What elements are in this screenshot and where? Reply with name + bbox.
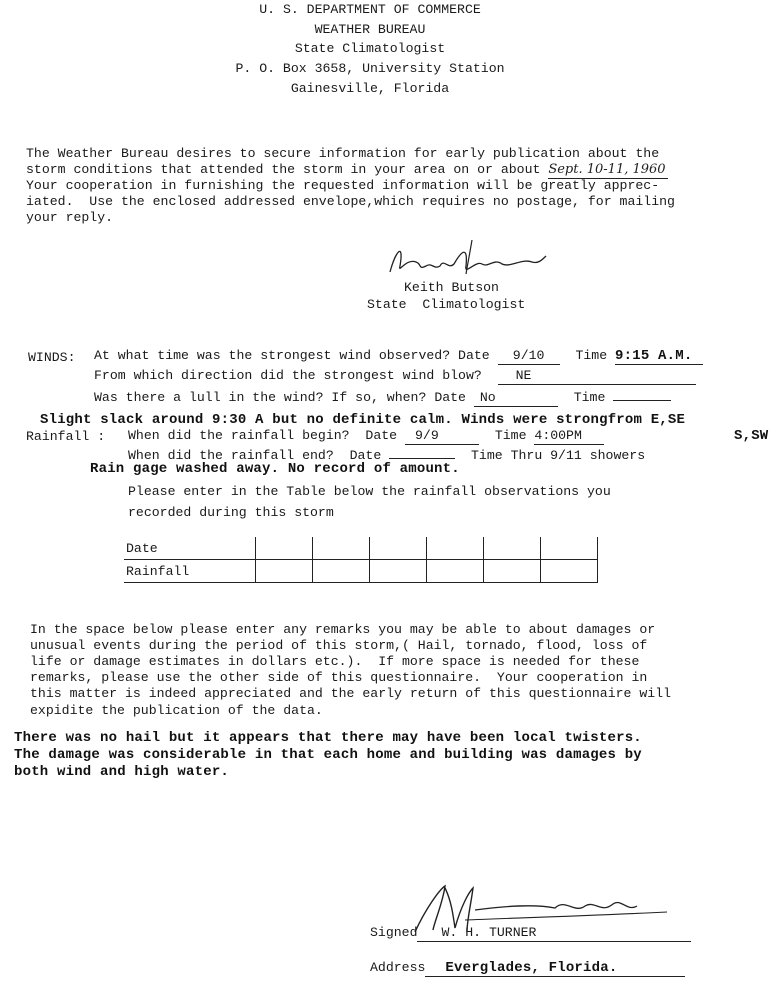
sender-signature [382,236,552,284]
letterhead-city: Gainesville, Florida [290,81,450,96]
remarks-answer-3: both wind and high water. [14,764,230,780]
winds-q1-date-label: Date [458,348,490,363]
winds-q1-time: 9:15 A.M. [615,348,703,365]
rainfall-q2-time: Thru 9/11 showers [510,448,646,463]
winds-q3-date-label: Date [434,390,466,405]
rainfall-q1-text: When did the rainfall begin? [128,428,350,443]
rainfall-q2-time-label: Time [471,448,503,463]
rainfall-q1 [128,428,604,445]
rainfall-q2-date-label: Date [349,448,382,463]
rainfall-table-cell [427,560,484,583]
rainfall-table-cell [313,537,370,560]
remarks-line-2: unusual events during the period of this storm,( Hail, tornado, flood, loss of [30,638,648,653]
winds-q1-date: 9/10 [498,348,560,365]
signed-name: W. H. TURNER [417,925,691,942]
rainfall-table-cell [427,537,484,560]
rainfall-table-cell [370,537,427,560]
remarks-line-6: expidite the publication of the data. [30,703,323,718]
remarks-answer-2: The damage was considerable in that each home and building was damages by [14,747,642,763]
rainfall-instruction-1: Please enter in the Table below the rainfall observations you [128,484,611,499]
rainfall-q1-time-label: Time [494,428,527,443]
winds-q2-answer: NE [498,368,696,385]
winds-q2 [94,368,696,385]
address-label: Address [370,960,426,975]
rainfall-table-cell [541,560,598,583]
rainfall-table-cell [484,537,541,560]
sender-title: State Climatologist [367,297,526,312]
remarks-line-1: In the space below please enter any remarks you may be able to about damages or [30,622,656,637]
intro-line-1: The Weather Bureau desires to secure information for early publication about the [26,146,660,161]
rainfall-q2-date [389,458,455,459]
winds-q3 [94,390,671,407]
signed-label: Signed [370,925,418,940]
rainfall-instruction-2: recorded during this storm [128,505,334,520]
winds-q1 [94,348,703,365]
rainfall-table-amount-row [124,560,598,583]
rainfall-q2-text: When did the rainfall end? [128,448,334,463]
rainfall-table-amount-label: Rainfall [124,560,256,583]
rainfall-table-cell [256,560,313,583]
intro-line-2 [26,162,668,179]
remarks-line-4: remarks, please use the other side of this questionnaire. Your cooperation in [30,670,648,685]
rainfall-q1-date: 9/9 [405,428,479,445]
address-value: Everglades, Florida. [425,960,685,977]
letterhead-bureau: WEATHER BUREAU [314,22,426,37]
intro-line-4: iated. Use the enclosed addressed envelope,which requires no postage, for mailing [26,194,675,209]
intro-line-3: Your cooperation in furnishing the requested information will be greatly apprec- [26,178,660,193]
sender-name: Keith Butson [404,280,499,295]
rainfall-table [124,537,598,583]
remarks-answer-1: There was no hail but it appears that there may have been local twisters. [14,730,642,746]
remarks-line-3: life or damage estimates in dollars etc.). If more space is needed for these [30,654,640,669]
rainfall-table-cell [484,560,541,583]
winds-note-tail: S,SW [734,428,769,444]
rainfall-note: Rain gage washed away. No record of amount. [90,461,460,477]
address-row [370,960,685,977]
storm-date: Sept. 10-11, 1960 [548,162,668,179]
rainfall-q1-time: 4:00PM [534,428,604,445]
signed-row [370,925,691,942]
winds-q3-time-label: Time [573,390,606,405]
rainfall-table-date-row [124,537,598,560]
winds-label: WINDS: [28,350,76,365]
winds-note: Slight slack around 9:30 A but no definite calm. Winds were strongfrom E,SE [40,412,686,428]
rainfall-table-cell [370,560,427,583]
rainfall-table-date-label: Date [124,537,256,560]
rainfall-table-cell [256,537,313,560]
winds-q2-text: From which direction did the strongest wind blow? [94,368,482,383]
rainfall-label: Rainfall : [26,429,106,444]
winds-q3-text: Was there a lull in the wind? If so, when? [94,390,427,405]
winds-q1-text: At what time was the strongest wind observed? [94,348,451,363]
remarks-line-5: this matter is indeed appreciated and the early return of this questionnaire will [30,686,672,701]
rainfall-table-cell [313,560,370,583]
rainfall-q1-date-label: Date [365,428,398,443]
letterhead-address: P. O. Box 3658, University Station [235,61,505,76]
letterhead-department: U. S. DEPARTMENT OF COMMERCE [259,2,481,17]
intro-line-2-text: storm conditions that attended the storm in your area on or about [26,162,541,177]
intro-line-5: your reply. [26,210,114,225]
rainfall-table-cell [541,537,598,560]
winds-q3-time [613,400,671,401]
letterhead-office: State Climatologist [294,41,446,56]
winds-q3-date: No [474,390,558,407]
winds-q1-time-label: Time [575,348,608,363]
